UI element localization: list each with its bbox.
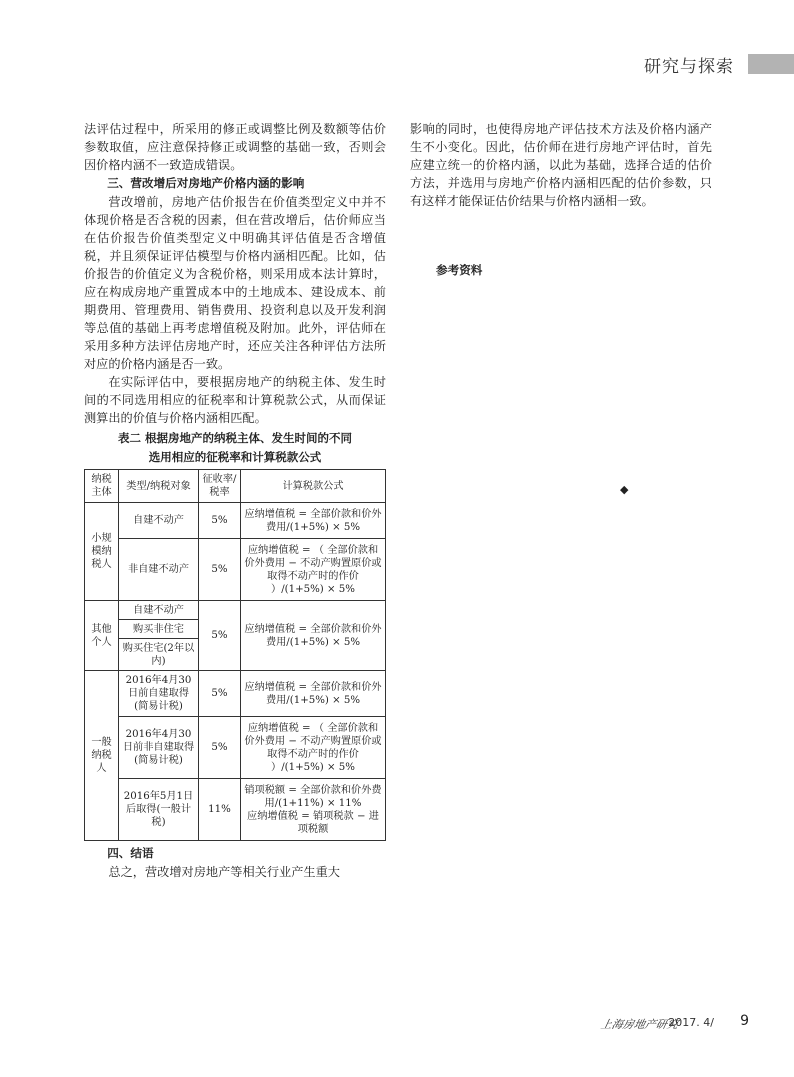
right-column [410,120,712,210]
section-3-heading: 三、营改增后对房地产价格内涵的影响 [107,176,305,190]
table-row [85,601,386,620]
rate-cell: 5% [199,601,241,671]
table-caption-line2: 选用相应的征税率和计算税款公式 [148,450,322,464]
table-caption-line1: 表二 根据房地产的纳税主体、发生时间的不同 [117,431,352,445]
header-gray-bar [748,54,794,74]
journal-logo: 上海房地产研究 [599,1018,680,1031]
paragraph-intro: 法评估过程中，所采用的修正或调整比例及数额等估价参数取值，应注意保持修正或调整的基础一致，否则会因价格内涵不一致造成错误。 [84,122,386,172]
formula-cell: 应纳增值税 = 全部价款和价外费用/(1+5%) × 5% [241,503,386,539]
subject-general: 一般纳税人 [85,671,119,841]
header-type: 类型/纳税对象 [119,470,199,503]
subject-small-scale: 小规模纳税人 [85,503,119,601]
issue-label: 2017. 4/ [668,1016,714,1029]
table-row [85,671,386,717]
table-row [85,539,386,601]
formula-cell: 应纳增值税 = （ 全部价款和价外费用 − 不动产购置原价或取得不动产时的作价 ）/(1+5%) × 5% [241,717,386,779]
left-column [84,120,386,881]
type-cell: 购买非住宅 [119,620,199,639]
type-cell: 自建不动产 [119,601,199,620]
type-cell: 购买住宅(2年以内) [119,639,199,671]
table-row [85,717,386,779]
table-caption [84,429,386,467]
type-cell: 自建不动产 [119,503,199,539]
type-cell: 2016年4月30日前自建取得(简易计税) [119,671,199,717]
type-cell: 2016年4月30日前非自建取得(简易计税) [119,717,199,779]
references-heading: 参考资料 [436,263,483,277]
type-cell: 非自建不动产 [119,539,199,601]
section-title: 研究与探索 [644,57,734,77]
table-row [85,503,386,539]
tax-rate-table [84,469,386,841]
formula-cell: 应纳增值税 = 全部价款和价外费用/(1+5%) × 5% [241,601,386,671]
header-rate: 征收率/税率 [199,470,241,503]
type-cell: 2016年5月1日后取得(一般计税) [119,779,199,841]
formula-cell: 应纳增值税 = （ 全部价款和价外费用 − 不动产购置原价或取得不动产时的作价 ）/(1+5%) × 5% [241,539,386,601]
paragraph-section3-2: 在实际评估中，要根据房地产的纳税主体、发生时间的不同选用相应的征税率和计算税款公式，从而保证测算出的价值与价格内涵相匹配。 [84,375,386,425]
table-header-row [85,470,386,503]
rate-cell: 5% [199,717,241,779]
section-4-heading: 四、结语 [107,846,154,860]
formula-cell: 销项税额 = 全部价款和价外费用/(1+11%) × 11% 应纳增值税 = 销项税款 − 进项税额 [241,779,386,841]
table-row [85,779,386,841]
rate-cell: 5% [199,671,241,717]
rate-cell: 5% [199,539,241,601]
paragraph-section3-1: 营改增前，房地产估价报告在价值类型定义中并不体现价格是否含税的因素，但在营改增后，估价师应当在估价报告价值类型定义中明确其评估值是否含增值税，并且须保证评估模型与价格内涵相匹配。比如，估价报告的价值定义为含税价格，则采用成本法计算时，应在构成房地产重置成本中的土地成本、建设成本、前期费用、管理费用、销售费用、投资利息以及开发利润等总值的基础上再考虑增值税及附加。此外，评估师在采用多种方法评估房地产时，还应关注各种评估方法所对应的价格内涵是否一致。 [84,195,386,371]
header-subject: 纳税主体 [85,470,119,503]
formula-cell: 应纳增值税 = 全部价款和价外费用/(1+5%) × 5% [241,671,386,717]
page-footer [564,1014,794,1034]
paragraph-section4: 总之，营改增对房地产等相关行业产生重大 [108,865,340,879]
subject-individual: 其他个人 [85,601,119,671]
rate-cell: 5% [199,503,241,539]
end-of-article-diamond-icon: ◆ [620,483,629,496]
paragraph-continued: 影响的同时，也使得房地产评估技术方法及价格内涵产生不小变化。因此，估价师在进行房地产评估时，首先应建立统一的价格内涵，以此为基础，选择合适的估价方法，并选用与房地产价格内涵相匹配的估价参数，只有这样才能保证估价结果与价格内涵相一致。 [410,122,712,208]
rate-cell: 11% [199,779,241,841]
header-formula: 计算税款公式 [241,470,386,503]
page-number: 9 [740,1013,749,1029]
